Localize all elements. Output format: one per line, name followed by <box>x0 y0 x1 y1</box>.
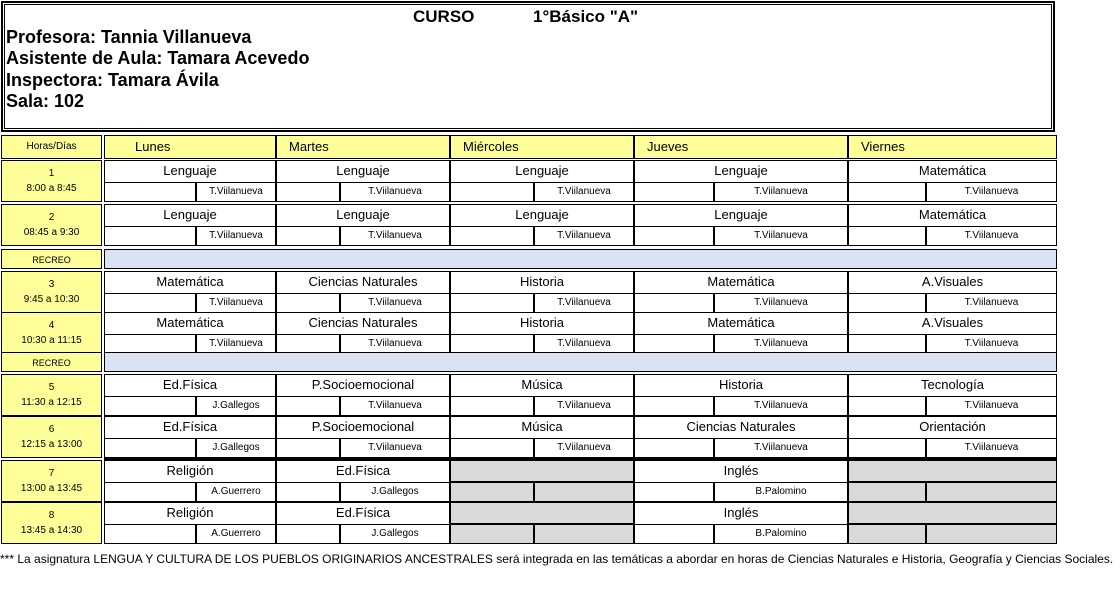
blank-box <box>104 334 196 354</box>
blank-box <box>848 334 926 354</box>
subject-cell: Ciencias Naturales <box>276 312 450 334</box>
blank-box <box>634 396 714 416</box>
empty-slot <box>450 524 534 544</box>
section-divider <box>104 458 1057 461</box>
blank-box <box>276 438 340 458</box>
subject-cell: Matemática <box>848 204 1057 226</box>
empty-slot <box>926 482 1057 502</box>
subject-cell: P.Socioemocional <box>276 416 450 438</box>
asistente-line: Asistente de Aula: Tamara Acevedo <box>6 48 310 68</box>
subject-cell: Matemática <box>634 312 848 334</box>
empty-slot <box>534 524 634 544</box>
teacher-cell: T.Viilanueva <box>196 226 276 246</box>
blank-box <box>634 438 714 458</box>
period-number: 6 <box>48 424 55 435</box>
subject-cell: Lenguaje <box>276 160 450 182</box>
subject-cell: Ed.Física <box>104 374 276 396</box>
period-number: 8 <box>48 510 55 521</box>
recess-band <box>104 249 1057 269</box>
blank-box <box>104 182 196 202</box>
recess-label-cell: RECREO <box>1 352 102 372</box>
subject-cell: Matemática <box>634 271 848 293</box>
day-header-4: Jueves <box>634 135 848 159</box>
subject-cell: Inglés <box>634 460 848 482</box>
subject-cell: Ed.Física <box>104 416 276 438</box>
teacher-cell: T.Viilanueva <box>534 182 634 202</box>
teacher-cell: T.Viilanueva <box>340 226 450 246</box>
teacher-cell: A.Guerrero <box>196 524 276 544</box>
teacher-cell: T.Viilanueva <box>926 226 1057 246</box>
teacher-cell: T.Viilanueva <box>714 396 848 416</box>
teacher-cell: A.Guerrero <box>196 482 276 502</box>
teacher-cell: J.Gallegos <box>340 524 450 544</box>
teacher-cell: T.Viilanueva <box>340 182 450 202</box>
blank-box <box>104 438 196 458</box>
subject-cell: A.Visuales <box>848 271 1057 293</box>
blank-box <box>634 334 714 354</box>
period-cell <box>1 502 102 544</box>
blank-box <box>634 482 714 502</box>
subject-cell: Orientación <box>848 416 1057 438</box>
teacher-cell: T.Viilanueva <box>340 293 450 313</box>
blank-box <box>276 334 340 354</box>
teacher-cell: T.Viilanueva <box>714 438 848 458</box>
subject-cell: Lenguaje <box>104 204 276 226</box>
teacher-cell: T.Viilanueva <box>534 396 634 416</box>
blank-box <box>450 396 534 416</box>
teacher-cell: J.Gallegos <box>196 438 276 458</box>
corner-label: Horas/Días <box>26 141 77 152</box>
blank-box <box>104 482 196 502</box>
teacher-cell: B.Palomino <box>714 482 848 502</box>
blank-box <box>634 524 714 544</box>
period-number: 5 <box>48 382 55 393</box>
subject-cell: A.Visuales <box>848 312 1057 334</box>
period-cell <box>1 374 102 416</box>
teacher-cell: T.Viilanueva <box>196 182 276 202</box>
inspectora-line: Inspectora: Tamara Ávila <box>6 70 219 90</box>
teacher-cell: B.Palomino <box>714 524 848 544</box>
subject-cell: Tecnología <box>848 374 1057 396</box>
teacher-cell: T.Viilanueva <box>534 438 634 458</box>
subject-cell: Ed.Física <box>276 460 450 482</box>
empty-slot <box>534 482 634 502</box>
blank-box <box>104 396 196 416</box>
recess-label-cell: RECREO <box>1 249 102 269</box>
teacher-cell: T.Viilanueva <box>340 396 450 416</box>
period-cell <box>1 160 102 202</box>
blank-box <box>104 524 196 544</box>
subject-cell: Historia <box>450 271 634 293</box>
blank-box <box>848 293 926 313</box>
teacher-cell: T.Viilanueva <box>926 334 1057 354</box>
blank-box <box>848 438 926 458</box>
subject-cell: Historia <box>450 312 634 334</box>
empty-slot <box>848 460 1057 482</box>
period-time: 12:15 a 13:00 <box>20 439 83 450</box>
period-time: 13:00 a 13:45 <box>20 483 83 494</box>
subject-cell: Lenguaje <box>450 204 634 226</box>
period-cell <box>1 312 102 354</box>
blank-box <box>276 482 340 502</box>
teacher-cell: T.Viilanueva <box>926 293 1057 313</box>
teacher-cell: T.Viilanueva <box>340 334 450 354</box>
empty-slot <box>450 460 634 482</box>
blank-box <box>634 293 714 313</box>
teacher-cell: T.Viilanueva <box>714 334 848 354</box>
teacher-cell: T.Viilanueva <box>714 293 848 313</box>
blank-box <box>848 396 926 416</box>
teacher-cell: T.Viilanueva <box>534 334 634 354</box>
day-header-3: Miércoles <box>450 135 634 159</box>
empty-slot <box>450 502 634 524</box>
period-number: 1 <box>48 168 55 179</box>
blank-box <box>450 226 534 246</box>
period-time: 8:00 a 8:45 <box>26 183 77 194</box>
blank-box <box>848 182 926 202</box>
teacher-cell: T.Viilanueva <box>926 396 1057 416</box>
subject-cell: Matemática <box>104 271 276 293</box>
empty-slot <box>926 524 1057 544</box>
subject-cell: Matemática <box>848 160 1057 182</box>
sala-line: Sala: 102 <box>6 91 85 111</box>
subject-cell: Lenguaje <box>634 160 848 182</box>
blank-box <box>276 396 340 416</box>
blank-box <box>634 182 714 202</box>
teacher-cell: T.Viilanueva <box>340 438 450 458</box>
teacher-cell: T.Viilanueva <box>926 182 1057 202</box>
teacher-cell: T.Viilanueva <box>196 334 276 354</box>
blank-box <box>276 293 340 313</box>
course-header <box>1 1 1055 132</box>
subject-cell: Historia <box>634 374 848 396</box>
day-header-5: Viernes <box>848 135 1057 159</box>
empty-slot <box>848 482 926 502</box>
subject-cell: Inglés <box>634 502 848 524</box>
subject-cell: Música <box>450 416 634 438</box>
subject-cell: Ed.Física <box>276 502 450 524</box>
recess-band <box>104 352 1057 372</box>
blank-box <box>450 334 534 354</box>
curso-label: CURSO <box>413 7 475 26</box>
blank-box <box>450 182 534 202</box>
period-number: 3 <box>48 279 55 290</box>
period-cell <box>1 271 102 313</box>
subject-cell: Música <box>450 374 634 396</box>
period-time: 9:45 a 10:30 <box>23 294 80 305</box>
teacher-cell: T.Viilanueva <box>196 293 276 313</box>
subject-cell: Lenguaje <box>450 160 634 182</box>
subject-cell: Ciencias Naturales <box>634 416 848 438</box>
curso-value: 1°Básico "A" <box>533 7 639 26</box>
empty-slot <box>848 502 1057 524</box>
blank-box <box>104 226 196 246</box>
period-cell <box>1 204 102 246</box>
blank-box <box>276 524 340 544</box>
blank-box <box>276 182 340 202</box>
day-header-1: Lunes <box>104 135 276 159</box>
blank-box <box>450 293 534 313</box>
period-cell <box>1 460 102 502</box>
period-number: 7 <box>48 468 55 479</box>
teacher-cell: T.Viilanueva <box>714 226 848 246</box>
subject-cell: Religión <box>104 460 276 482</box>
period-time: 10:30 a 11:15 <box>21 335 82 346</box>
subject-cell: P.Socioemocional <box>276 374 450 396</box>
day-header-2: Martes <box>276 135 450 159</box>
blank-box <box>104 293 196 313</box>
teacher-cell: J.Gallegos <box>196 396 276 416</box>
teacher-cell: J.Gallegos <box>340 482 450 502</box>
period-time: 08:45 a 9:30 <box>23 227 80 238</box>
subject-cell: Lenguaje <box>276 204 450 226</box>
profesora-line: Profesora: Tannia Villanueva <box>6 27 252 47</box>
period-time: 11:30 a 12:15 <box>21 397 82 408</box>
subject-cell: Ciencias Naturales <box>276 271 450 293</box>
teacher-cell: T.Viilanueva <box>714 182 848 202</box>
empty-slot <box>848 524 926 544</box>
teacher-cell: T.Viilanueva <box>534 226 634 246</box>
blank-box <box>450 438 534 458</box>
blank-box <box>276 226 340 246</box>
empty-slot <box>450 482 534 502</box>
teacher-cell: T.Viilanueva <box>926 438 1057 458</box>
period-number: 4 <box>48 320 55 331</box>
subject-cell: Lenguaje <box>634 204 848 226</box>
subject-cell: Matemática <box>104 312 276 334</box>
subject-cell: Lenguaje <box>104 160 276 182</box>
footnote: *** La asignatura LENGUA Y CULTURA DE LOS PUEBLOS ORIGINARIOS ANCESTRALES será integrada en las temáticas a abordar en horas de Ciencias Naturales e Historia, Geografía y Ciencias Sociales. <box>0 552 1114 566</box>
period-cell <box>1 416 102 458</box>
blank-box <box>634 226 714 246</box>
period-time: 13:45 a 14:30 <box>20 525 83 536</box>
period-number: 2 <box>48 212 55 223</box>
subject-cell: Religión <box>104 502 276 524</box>
blank-box <box>848 226 926 246</box>
teacher-cell: T.Viilanueva <box>534 293 634 313</box>
